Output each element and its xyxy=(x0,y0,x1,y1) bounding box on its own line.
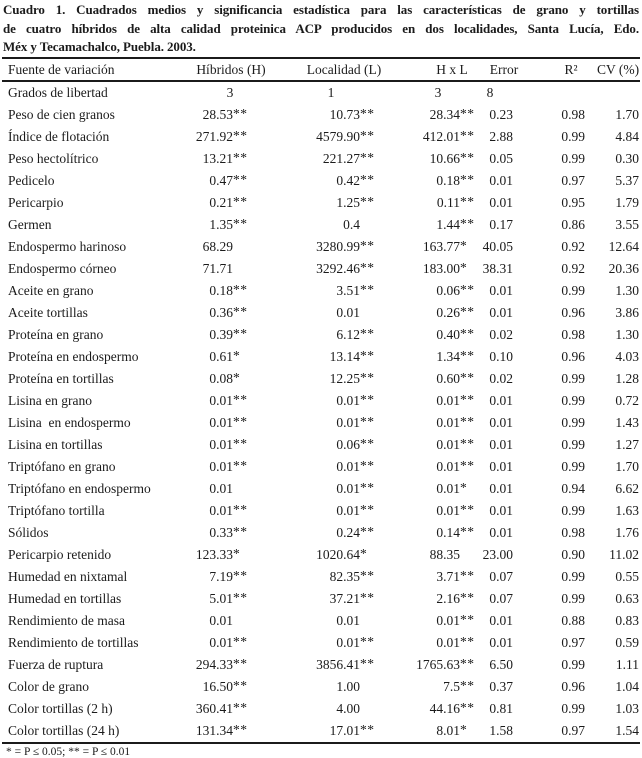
cell-cv: 20.36 xyxy=(608,260,639,276)
cell-hxl: 1.34 ** xyxy=(436,347,475,364)
cell-r2: 0.92 xyxy=(561,260,585,276)
cell-hxl: 0.01 ** xyxy=(436,413,475,430)
column-header-localidad: Localidad (L) xyxy=(306,61,382,77)
cell-hxl: 3 xyxy=(434,84,442,100)
row-label: Grados de libertad xyxy=(8,84,108,100)
table-row xyxy=(0,368,642,390)
cell-hxl: 0.01 ** xyxy=(436,633,475,650)
row-label: Color de grano xyxy=(8,678,89,694)
cell-r2: 0.96 xyxy=(561,678,585,694)
cell-hibridos: 3 xyxy=(226,84,234,100)
row-label: Germen xyxy=(8,216,52,232)
cell-localidad: 3292.46 ** xyxy=(316,259,375,276)
cell-r2: 0.99 xyxy=(561,392,585,408)
cell-cv: 1.54 xyxy=(615,722,639,738)
cell-hibridos: 0.01 ** xyxy=(209,391,248,408)
cell-error: 0.01 xyxy=(489,612,513,628)
cell-cv: 11.02 xyxy=(609,546,639,562)
cell-r2: 0.97 xyxy=(561,634,585,650)
cell-hibridos: 360.41 ** xyxy=(195,699,248,716)
cell-r2: 0.99 xyxy=(561,414,585,430)
cell-hxl: 8.01 * xyxy=(436,721,468,738)
cell-r2: 0.98 xyxy=(561,524,585,540)
row-label: Lisina en endospermo xyxy=(8,414,131,430)
cell-localidad: 3280.99 ** xyxy=(316,237,375,254)
row-label: Aceite en grano xyxy=(8,282,94,298)
cell-localidad: 4.00 xyxy=(336,700,360,716)
cell-cv: 0.59 xyxy=(615,634,639,650)
cell-error: 0.17 xyxy=(489,216,513,232)
cell-r2: 0.98 xyxy=(561,326,585,342)
cell-error: 6.50 xyxy=(489,656,513,672)
cell-r2: 0.86 xyxy=(561,216,585,232)
cell-error: 0.07 xyxy=(489,568,513,584)
table-row xyxy=(0,566,642,588)
cell-localidad: 0.01 ** xyxy=(336,457,375,474)
table-row xyxy=(0,698,642,720)
cell-hibridos: 0.18 ** xyxy=(209,281,248,298)
column-header-error: Error xyxy=(489,61,519,77)
cell-hibridos: 271.92 ** xyxy=(195,127,248,144)
table-row xyxy=(0,544,642,566)
cell-cv: 0.30 xyxy=(615,150,639,166)
row-label: Triptófano en endospermo xyxy=(8,480,151,496)
cell-cv: 1.11 xyxy=(615,656,639,672)
cell-hxl: 1765.63 ** xyxy=(416,655,475,672)
cell-localidad: 10.73 ** xyxy=(329,105,375,122)
cell-cv: 1.30 xyxy=(615,326,639,342)
cell-localidad: 0.01 ** xyxy=(336,633,375,650)
cell-error: 2.88 xyxy=(489,128,513,144)
cell-localidad: 6.12 ** xyxy=(336,325,375,342)
cell-error: 0.01 xyxy=(489,480,513,496)
cell-r2: 0.99 xyxy=(561,590,585,606)
cell-error: 0.01 xyxy=(489,194,513,210)
cell-cv: 1.43 xyxy=(615,414,639,430)
row-label: Sólidos xyxy=(8,524,49,540)
table-row xyxy=(0,632,642,654)
cell-hxl: 0.26 ** xyxy=(436,303,475,320)
cell-hxl: 0.01 ** xyxy=(436,435,475,452)
cell-hxl: 0.06 ** xyxy=(436,281,475,298)
cell-hibridos: 0.01 ** xyxy=(209,457,248,474)
cell-error: 0.23 xyxy=(489,106,513,122)
cell-cv: 1.70 xyxy=(615,106,639,122)
cell-error: 0.02 xyxy=(489,326,513,342)
cell-hxl: 0.14 ** xyxy=(436,523,475,540)
cell-r2: 0.88 xyxy=(561,612,585,628)
table-row xyxy=(0,676,642,698)
table-row xyxy=(0,148,642,170)
row-label: Triptófano en grano xyxy=(8,458,116,474)
table-header-row xyxy=(0,59,642,80)
cell-hxl: 0.01 ** xyxy=(436,501,475,518)
cell-error: 0.05 xyxy=(489,150,513,166)
cell-hibridos: 0.01 xyxy=(209,612,233,628)
cell-cv: 1.28 xyxy=(615,370,639,386)
row-label: Pericarpio xyxy=(8,194,64,210)
cell-localidad: 12.25 ** xyxy=(329,369,375,386)
title-line-3: Méx y Tecamachalco, Puebla. 2003. xyxy=(3,39,196,54)
cell-cv: 1.63 xyxy=(615,502,639,518)
table-body xyxy=(0,104,642,742)
row-label: Pericarpio retenido xyxy=(8,546,112,562)
cell-error: 0.01 xyxy=(489,172,513,188)
table-row xyxy=(0,588,642,610)
cell-localidad: 0.01 ** xyxy=(336,479,375,496)
row-label: Proteína en tortillas xyxy=(8,370,114,386)
cell-cv: 6.62 xyxy=(615,480,639,496)
cell-r2: 0.97 xyxy=(561,172,585,188)
cell-hxl: 3.71 ** xyxy=(436,567,475,584)
row-label: Rendimiento de tortillas xyxy=(8,634,139,650)
cell-hibridos: 71.71 xyxy=(202,260,233,276)
cell-r2: 0.99 xyxy=(561,150,585,166)
cell-localidad: 37.21 ** xyxy=(329,589,375,606)
cell-localidad: 0.24 ** xyxy=(336,523,375,540)
cell-hibridos: 294.33 ** xyxy=(195,655,248,672)
row-label: Aceite tortillas xyxy=(8,304,88,320)
column-header-hibridos: Híbridos (H) xyxy=(196,61,266,77)
table-row xyxy=(0,346,642,368)
row-label: Pedicelo xyxy=(8,172,55,188)
cell-r2: 0.95 xyxy=(561,194,585,210)
footnote: * = P ≤ 0.05; ** = P ≤ 0.01 xyxy=(6,745,131,758)
cell-hxl: 0.60 ** xyxy=(436,369,475,386)
cell-error: 1.58 xyxy=(489,722,513,738)
table-row xyxy=(0,170,642,192)
table-row xyxy=(0,500,642,522)
cell-error: 38.31 xyxy=(482,260,513,276)
cell-cv: 5.37 xyxy=(615,172,639,188)
cell-cv: 0.55 xyxy=(615,568,639,584)
cell-localidad: 82.35 ** xyxy=(329,567,375,584)
table-row xyxy=(0,324,642,346)
cell-hibridos: 0.08 * xyxy=(209,369,241,386)
title-line-1: Cuadro 1. Cuadrados medios y significancia estadística para las características de grano y tortillas xyxy=(3,2,639,17)
table-row xyxy=(0,280,642,302)
column-header-r2: R² xyxy=(564,61,578,77)
cell-hibridos: 0.01 ** xyxy=(209,435,248,452)
cell-error: 0.07 xyxy=(489,590,513,606)
cell-hibridos: 5.01 ** xyxy=(209,589,248,606)
row-label: Lisina en grano xyxy=(8,392,92,408)
cell-hxl: 412.01 ** xyxy=(422,127,475,144)
row-label: Lisina en tortillas xyxy=(8,436,103,452)
cell-error: 40.05 xyxy=(482,238,513,254)
cell-cv: 4.84 xyxy=(615,128,639,144)
cell-error: 23.00 xyxy=(482,546,513,562)
cell-localidad: 1.25 ** xyxy=(336,193,375,210)
table-row xyxy=(0,104,642,126)
row-label: Humedad en nixtamal xyxy=(8,568,128,584)
cell-r2: 0.96 xyxy=(561,304,585,320)
cell-r2: 0.98 xyxy=(561,106,585,122)
cell-localidad: 3.51 ** xyxy=(336,281,375,298)
cell-r2: 0.97 xyxy=(561,722,585,738)
column-header-fuente: Fuente de variación xyxy=(8,61,115,77)
cell-cv: 1.79 xyxy=(615,194,639,210)
column-header-hxl: H x L xyxy=(436,61,468,77)
cell-hibridos: 0.01 xyxy=(209,480,233,496)
cell-error: 0.02 xyxy=(489,370,513,386)
row-label: Índice de flotación xyxy=(8,128,110,144)
cell-localidad: 1.00 xyxy=(336,678,360,694)
row-label: Endospermo harinoso xyxy=(8,238,127,254)
cell-r2: 0.99 xyxy=(561,700,585,716)
cell-cv: 4.03 xyxy=(615,348,639,364)
cell-r2: 0.99 xyxy=(561,458,585,474)
row-label: Rendimiento de masa xyxy=(8,612,125,628)
cell-r2: 0.99 xyxy=(561,282,585,298)
cell-localidad: 0.01 ** xyxy=(336,413,375,430)
cell-hxl: 28.34 ** xyxy=(429,105,475,122)
cell-r2: 0.99 xyxy=(561,128,585,144)
cell-hxl: 10.66 ** xyxy=(429,149,475,166)
row-label: Fuerza de ruptura xyxy=(8,656,104,672)
cell-error: 8 xyxy=(486,84,494,100)
cell-hibridos: 1.35 ** xyxy=(209,215,248,232)
row-label: Endospermo córneo xyxy=(8,260,117,276)
cell-r2: 0.96 xyxy=(561,348,585,364)
cell-hxl: 88.35 xyxy=(429,546,460,562)
cell-error: 0.01 xyxy=(489,436,513,452)
cell-hxl: 163.77 * xyxy=(422,237,468,254)
row-label: Color tortillas (24 h) xyxy=(8,722,120,738)
table-row xyxy=(0,214,642,236)
cell-hibridos: 0.21 ** xyxy=(209,193,248,210)
cell-error: 0.01 xyxy=(489,634,513,650)
title-line-2: de cuatro híbridos de alta calidad proteinica ACP producidos en dos localidades, Santa Lucía, Edo. xyxy=(3,20,639,36)
cell-hibridos: 0.01 ** xyxy=(209,501,248,518)
cell-hxl: 183.00 * xyxy=(422,259,468,276)
cell-hibridos: 16.50 ** xyxy=(202,677,248,694)
cell-cv: 1.27 xyxy=(615,436,639,452)
table-row xyxy=(0,478,642,500)
table-row xyxy=(0,192,642,214)
cell-error: 0.01 xyxy=(489,414,513,430)
cell-cv: 0.72 xyxy=(615,392,639,408)
cell-error: 0.81 xyxy=(489,700,513,716)
table-row xyxy=(0,720,642,742)
cell-r2: 0.99 xyxy=(561,502,585,518)
cell-cv: 3.55 xyxy=(615,216,639,232)
cell-error: 0.10 xyxy=(489,348,513,364)
cell-localidad: 221.27 ** xyxy=(322,149,375,166)
cell-localidad: 0.01 ** xyxy=(336,391,375,408)
table-row xyxy=(0,236,642,258)
cell-hibridos: 0.61 * xyxy=(209,347,241,364)
cell-hibridos: 0.01 ** xyxy=(209,633,248,650)
cell-error: 0.01 xyxy=(489,304,513,320)
cell-localidad: 1020.64 * xyxy=(316,545,368,562)
cell-r2: 0.99 xyxy=(561,568,585,584)
cell-cv: 0.63 xyxy=(615,590,639,606)
cell-cv: 1.03 xyxy=(615,700,639,716)
row-label: Triptófano tortilla xyxy=(8,502,105,518)
table-row xyxy=(0,654,642,676)
cell-hibridos: 28.53 ** xyxy=(202,105,248,122)
cell-hxl: 0.01 ** xyxy=(436,611,475,628)
table-row xyxy=(0,258,642,280)
cell-error: 0.01 xyxy=(489,282,513,298)
table-row xyxy=(0,412,642,434)
table-row xyxy=(0,456,642,478)
cell-hibridos: 68.29 xyxy=(202,238,233,254)
cell-localidad: 0.01 xyxy=(336,304,360,320)
table-row xyxy=(0,434,642,456)
cell-error: 0.01 xyxy=(489,524,513,540)
cell-hxl: 0.01 * xyxy=(436,479,468,496)
cell-error: 0.01 xyxy=(489,392,513,408)
cell-cv: 1.70 xyxy=(615,458,639,474)
cell-hxl: 7.5 ** xyxy=(443,677,475,694)
table-row xyxy=(0,126,642,148)
cell-hibridos: 7.19 ** xyxy=(209,567,248,584)
degrees-of-freedom-row xyxy=(0,82,642,104)
cell-hibridos: 123.33 * xyxy=(195,545,241,562)
cell-hibridos: 0.33 ** xyxy=(209,523,248,540)
cell-hxl: 44.16 ** xyxy=(429,699,475,716)
table-row xyxy=(0,610,642,632)
cell-cv: 3.86 xyxy=(615,304,639,320)
row-label: Peso de cien granos xyxy=(8,106,115,122)
cell-localidad: 0.01 xyxy=(336,612,360,628)
cell-localidad: 0.06 ** xyxy=(336,435,375,452)
cell-hibridos: 131.34 ** xyxy=(195,721,248,738)
cell-cv: 1.76 xyxy=(615,524,639,540)
cell-hibridos: 13.21 ** xyxy=(202,149,248,166)
row-label: Proteína en endospermo xyxy=(8,348,139,364)
cell-cv: 1.04 xyxy=(615,678,639,694)
cell-r2: 0.90 xyxy=(561,546,585,562)
cell-hxl: 0.01 ** xyxy=(436,391,475,408)
table-row xyxy=(0,522,642,544)
cell-localidad: 3856.41 ** xyxy=(316,655,375,672)
cell-hxl: 0.40 ** xyxy=(436,325,475,342)
cell-localidad: 0.4 xyxy=(343,216,360,232)
cell-localidad: 0.01 ** xyxy=(336,501,375,518)
column-header-cv: CV (%) xyxy=(596,61,640,77)
cell-error: 0.01 xyxy=(489,502,513,518)
cell-hxl: 1.44 ** xyxy=(436,215,475,232)
row-label: Color tortillas (2 h) xyxy=(8,700,113,716)
cell-hxl: 0.01 ** xyxy=(436,457,475,474)
cell-hibridos: 0.36 ** xyxy=(209,303,248,320)
cell-r2: 0.94 xyxy=(561,480,585,496)
table-row xyxy=(0,390,642,412)
cell-cv: 0.83 xyxy=(615,612,639,628)
row-label: Proteína en grano xyxy=(8,326,104,342)
cell-cv: 1.30 xyxy=(615,282,639,298)
cell-localidad: 17.01 ** xyxy=(329,721,375,738)
cell-hxl: 2.16 ** xyxy=(436,589,475,606)
row-label: Humedad en tortillas xyxy=(8,590,122,606)
row-label: Peso hectolítrico xyxy=(8,150,99,166)
cell-r2: 0.99 xyxy=(561,656,585,672)
cell-r2: 0.92 xyxy=(561,238,585,254)
cell-cv: 12.64 xyxy=(608,238,639,254)
cell-r2: 0.99 xyxy=(561,436,585,452)
cell-hibridos: 0.47 ** xyxy=(209,171,248,188)
cell-error: 0.37 xyxy=(489,678,513,694)
cell-r2: 0.99 xyxy=(561,370,585,386)
cell-localidad: 1 xyxy=(327,84,335,100)
table-title xyxy=(0,0,642,57)
table-row xyxy=(0,302,642,324)
cell-hibridos: 0.39 ** xyxy=(209,325,248,342)
cell-localidad: 4579.90 ** xyxy=(316,127,375,144)
cell-localidad: 0.42 ** xyxy=(336,171,375,188)
cell-error: 0.01 xyxy=(489,458,513,474)
cell-hxl: 0.18 ** xyxy=(436,171,475,188)
cell-hibridos: 0.01 ** xyxy=(209,413,248,430)
cell-hxl: 0.11 ** xyxy=(436,193,475,210)
cell-localidad: 13.14 ** xyxy=(329,347,375,364)
